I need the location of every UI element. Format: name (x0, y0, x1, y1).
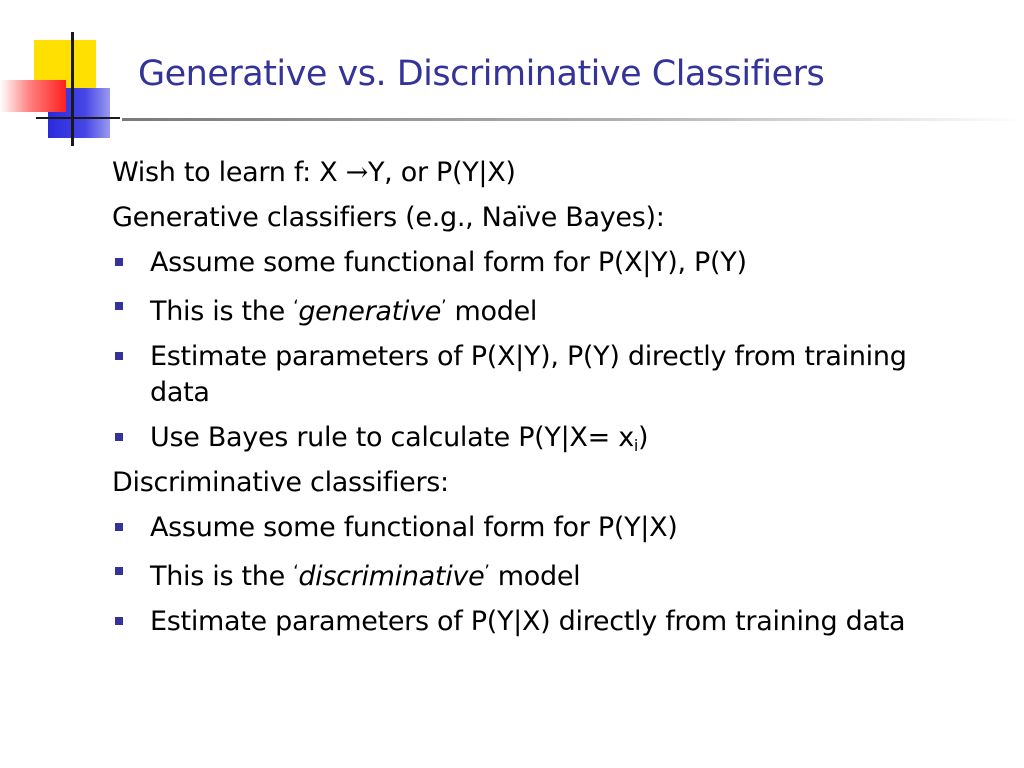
bullet-generative-assume: Assume some functional form for P(X|Y), P(Y) (112, 245, 972, 281)
logo-red-bar (0, 80, 66, 112)
bullet-generative-model: This is the ‘generative’ model (112, 289, 972, 330)
square-bullet-icon (115, 433, 123, 441)
bullet-bayes-rule: Use Bayes rule to calculate $P(Y|X= x_i)$ (112, 420, 972, 456)
heading-discriminative: Discriminative classifiers: (112, 466, 449, 498)
heading-generative: Generative classifiers (e.g., Naïve Bayes): (112, 201, 665, 233)
logo-horizontal-line (36, 117, 120, 119)
slide-logo (0, 0, 140, 150)
line-wish: Wish to learn f: X →Y, or P(Y|X) (112, 157, 516, 188)
square-bullet-icon (115, 302, 123, 310)
bullet-discriminative-estimate: Estimate parameters of P(Y|X) directly from training data (112, 604, 972, 640)
slide-body (112, 155, 972, 649)
right-arrow-icon: → (345, 157, 368, 188)
bullet-generative-estimate: Estimate parameters of P(X|Y), P(Y) directly from training data (112, 339, 972, 411)
square-bullet-icon (115, 352, 123, 360)
bullet-discriminative-assume: Assume some functional form for P(Y|X) (112, 510, 972, 546)
square-bullet-icon (115, 567, 123, 575)
square-bullet-icon (115, 258, 123, 266)
title-underline (122, 118, 1024, 121)
square-bullet-icon (115, 523, 123, 531)
square-bullet-icon (115, 617, 123, 625)
bullet-discriminative-model: This is the ‘discriminative’ model (112, 554, 972, 595)
logo-vertical-line (71, 32, 74, 146)
slide-title: Generative vs. Discriminative Classifiers (138, 54, 825, 94)
